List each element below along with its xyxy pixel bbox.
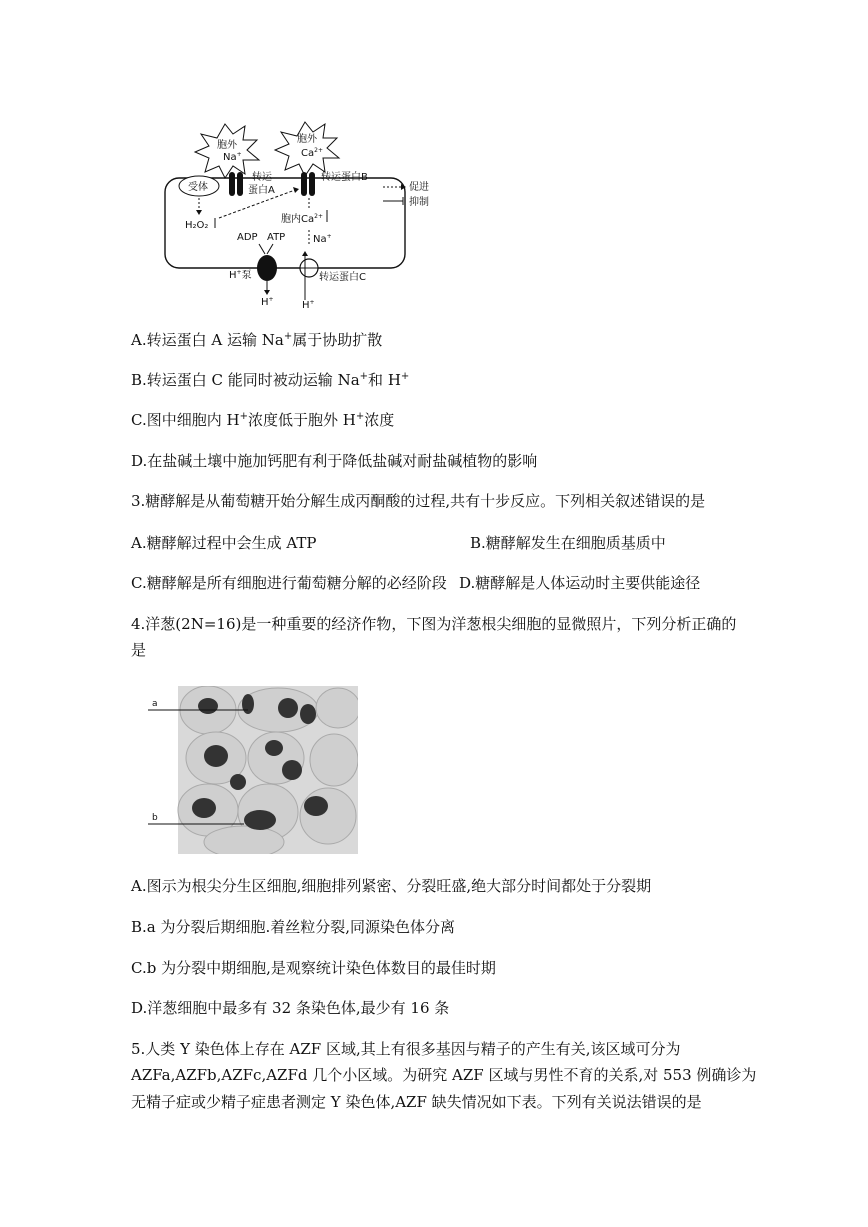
q4-option-a: A.图示为根尖分生区细胞,细胞排列紧密、分裂旺盛,绝大部分时间都处于分裂期 bbox=[131, 877, 652, 895]
transporter-c-label: 转运蛋白C bbox=[319, 272, 366, 283]
photo-label-b: b bbox=[152, 813, 158, 823]
transporter-b-shape bbox=[301, 172, 307, 196]
q5-stem-line2: AZFa,AZFb,AZFc,AZFd 几个小区域。为研究 AZF 区域与男性不育的关系,对 553 例确诊为 bbox=[131, 1066, 757, 1084]
q4-option-b: B.a 为分裂后期细胞.着丝粒分裂,同源染色体分离 bbox=[131, 918, 456, 936]
photo-label-a: a bbox=[152, 699, 158, 709]
outside-na-ion: Na bbox=[223, 152, 237, 163]
inside-ca-label: 胞内Ca bbox=[281, 214, 315, 225]
h-pump-shape bbox=[257, 255, 277, 281]
q3-option-c: C.糖酵解是所有细胞进行葡萄糖分解的必经阶段 bbox=[131, 574, 447, 592]
q5-stem-line1: 5.人类 Y 染色体上存在 AZF 区域,其上有很多基因与精子的产生有关,该区域可分为 bbox=[131, 1040, 681, 1058]
adp-label: ADP bbox=[237, 232, 258, 243]
transporter-a-label-1: 转运 bbox=[252, 172, 272, 183]
q2-option-d: D.在盐碱土壤中施加钙肥有利于降低盐碱对耐盐碱植物的影响 bbox=[131, 452, 538, 470]
svg-text:Ca2+: $Ca^{2+}$ bbox=[301, 147, 323, 159]
outside-na-label: 胞外 bbox=[217, 140, 237, 151]
outside-ca-label: 胞外 bbox=[297, 134, 317, 145]
q3-stem: 3.糖酵解是从葡萄糖开始分解生成丙酮酸的过程,共有十步反应。下列相关叙述错误的是 bbox=[131, 492, 706, 510]
receptor-label: 受体 bbox=[188, 182, 208, 193]
svg-text:胞内Ca2+: 胞内$Ca^{2+}$ bbox=[281, 213, 323, 225]
q3-option-d: D.糖酵解是人体运动时主要供能途径 bbox=[459, 574, 701, 592]
q2-option-a: A.转运蛋白 A 运输 Na+属于协助扩散 bbox=[131, 331, 383, 349]
svg-text:Na+: Na+ bbox=[313, 233, 332, 245]
q4-stem-line1: 4.洋葱(2N=16)是一种重要的经济作物，下图为洋葱根尖细胞的显微照片，下列分析正确的 bbox=[131, 615, 737, 633]
h-out-1: H bbox=[261, 297, 269, 308]
legend-promote: 促进 bbox=[409, 182, 429, 193]
atp-label: ATP bbox=[267, 232, 286, 243]
microscope-photo bbox=[148, 686, 358, 854]
q4-option-c: C.b 为分裂中期细胞,是观察统计染色体数目的最佳时期 bbox=[131, 959, 496, 977]
q3-option-a: A.糖酵解过程中会生成 ATP bbox=[131, 534, 317, 552]
transporter-a-label-2: 蛋白A bbox=[248, 185, 275, 196]
svg-text:Na+: Na+ bbox=[223, 151, 242, 163]
q2-option-c: C.图中细胞内 H+浓度低于胞外 H+浓度 bbox=[131, 411, 395, 429]
outside-ca-ion: Ca bbox=[301, 148, 315, 159]
svg-text:H+: H+ bbox=[261, 296, 274, 308]
transport-diagram bbox=[155, 118, 445, 308]
svg-text:H+: H+ bbox=[302, 299, 315, 308]
h-pump-label: H bbox=[229, 270, 237, 281]
outside-na-burst bbox=[195, 124, 259, 178]
na-in-label: Na bbox=[313, 234, 327, 245]
h2o2-label: H₂O₂ bbox=[185, 220, 209, 231]
svg-text:H+泵: H+泵 bbox=[229, 269, 252, 281]
transporter-a-shape bbox=[229, 172, 235, 196]
h-out-2: H bbox=[302, 300, 310, 308]
legend-inhibit: 抑制 bbox=[409, 197, 429, 208]
q4-option-d: D.洋葱细胞中最多有 32 条染色体,最少有 16 条 bbox=[131, 999, 450, 1017]
q4-stem-line2: 是 bbox=[131, 641, 147, 659]
q2-option-b: B.转运蛋白 C 能同时被动运输 Na+和 H+ bbox=[131, 371, 410, 389]
q3-option-b: B.糖酵解发生在细胞质基质中 bbox=[470, 534, 666, 552]
q5-stem-line3: 无精子症或少精子症患者测定 Y 染色体,AZF 缺失情况如下表。下列有关说法错误的是 bbox=[131, 1093, 702, 1111]
transporter-b-label: 转运蛋白B bbox=[321, 172, 368, 183]
